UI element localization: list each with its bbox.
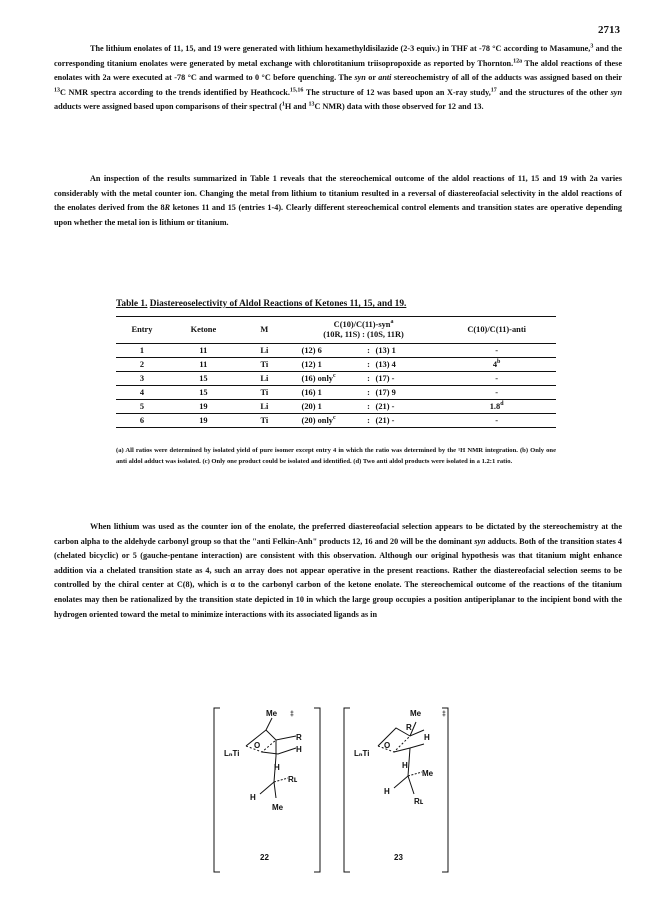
syn-10s: (17) - — [375, 374, 395, 383]
text-run: and the structures of the other — [496, 87, 611, 97]
text-run: adducts were assigned based upon comparisons of their spectral ( — [54, 102, 282, 112]
ts22-number: 22 — [260, 853, 269, 862]
ts22-bond-rl — [274, 778, 288, 782]
cell-anti: - — [437, 414, 556, 428]
ts23-bond-rl — [408, 776, 414, 794]
transition-state-figure — [210, 700, 460, 880]
cell-metal: Li — [239, 400, 290, 414]
page-number: 2713 — [598, 24, 620, 36]
ts23-dagger: ‡ — [442, 711, 446, 718]
cell-entry: 2 — [116, 358, 168, 372]
table-1 — [116, 316, 556, 428]
header-syn-note: a — [390, 319, 394, 326]
cell-syn-ratio — [290, 400, 437, 414]
italic-text: syn — [474, 536, 486, 546]
ts23-ring-bottom — [394, 744, 424, 752]
ts23-bond-down — [408, 748, 410, 776]
table-row — [116, 414, 556, 428]
cell-syn-ratio — [290, 358, 437, 372]
italic-text: syn — [610, 87, 622, 97]
syn-10s: (21) - — [375, 416, 395, 425]
cell-metal: Li — [239, 372, 290, 386]
ts22-h2: H — [274, 763, 280, 772]
syn-10s: (13) 4 — [375, 360, 396, 369]
ts22-me-top: Me — [266, 709, 278, 718]
syn-10s: (17) 9 — [375, 388, 396, 397]
table-title: Diastereoselectivity of Aldol Reactions of Ketones 11, 15, and 19. — [149, 299, 407, 309]
cell-anti: - — [437, 386, 556, 400]
superscript: 3 — [590, 43, 594, 50]
table-row — [116, 344, 556, 358]
cell-ketone: 19 — [168, 414, 239, 428]
cell-syn-ratio — [290, 344, 437, 358]
header-syn — [290, 317, 437, 344]
ts23-bond-me — [408, 772, 422, 776]
syn-10r: (12) 1 — [301, 360, 322, 369]
syn-10s: (13) 1 — [375, 346, 396, 355]
cell-ketone: 15 — [168, 372, 239, 386]
transition-state-drawing — [210, 700, 460, 880]
ts23-h2: H — [402, 761, 408, 770]
ts23-bond-h — [394, 776, 408, 788]
ts22-bond-me-top — [266, 718, 272, 730]
superscript: 13 — [308, 101, 315, 108]
cell-ketone: 19 — [168, 400, 239, 414]
superscript: 13 — [54, 87, 60, 94]
ts22-bond-me — [274, 782, 276, 798]
ts22-me-bottom: Me — [272, 803, 284, 812]
cell-entry: 6 — [116, 414, 168, 428]
syn-10r: (16) 1 — [301, 388, 322, 397]
cell-anti: 1.8$^d$ — [437, 400, 556, 414]
ts23-oxygen: O — [384, 741, 391, 750]
superscript: 12a — [513, 57, 523, 64]
cell-ketone: 11 — [168, 358, 239, 372]
text-run: and the corresponding titanium enolates were generated by metal exchange with chlorotitanium triisopropoxide as reported by Thornton. — [54, 44, 622, 68]
paragraph-1 — [54, 42, 622, 115]
cell-anti: 4$^b$ — [437, 358, 556, 372]
superscript: 15,16 — [289, 87, 304, 94]
syn-separator: : — [367, 402, 370, 411]
syn-separator: : — [367, 360, 370, 369]
table-row — [116, 400, 556, 414]
syn-footnote: c — [332, 415, 336, 422]
ts22-ring-bottom — [262, 748, 296, 754]
ts23-number: 23 — [394, 853, 403, 862]
paragraph-2 — [54, 172, 622, 230]
cell-ketone: 15 — [168, 386, 239, 400]
bracket-right-close — [442, 708, 448, 872]
text-run: stereochemistry of all of the adducts was assigned based on their — [391, 73, 622, 83]
table-body — [116, 344, 556, 428]
table-row — [116, 372, 556, 386]
bracket-right-open — [344, 708, 350, 872]
text-run: The structure of 12 was based upon an X-ray study, — [303, 87, 491, 97]
ts23-r: R — [406, 723, 412, 732]
table-row — [116, 358, 556, 372]
table-label: Table 1. — [116, 299, 148, 309]
ts22-ligand: LₙTi — [224, 749, 240, 758]
anti-footnote: b — [497, 359, 501, 366]
ts22-r: R — [296, 733, 302, 742]
syn-10s: (21) - — [375, 402, 395, 411]
text-run: or — [365, 73, 379, 83]
header-entry: Entry — [116, 317, 168, 344]
ts23-h1: H — [424, 733, 430, 742]
cell-metal: Ti — [239, 386, 290, 400]
header-anti: C(10)/C(11)-anti — [437, 317, 556, 344]
cell-anti: - — [437, 344, 556, 358]
syn-separator: : — [367, 346, 370, 355]
paragraph-3 — [54, 520, 622, 622]
text-run: When lithium was used as the counter ion of the enolate, the preferred diastereofacial selection appears to be dictated by the stereochemistry at the carbon alpha to the aldehyde carbonyl group so that the "anti Felkin-Anh" products 12, 16 and 20 will be the dominant — [54, 522, 622, 546]
cell-syn-ratio — [290, 414, 437, 428]
ts22-oxygen: O — [254, 741, 261, 750]
table-caption — [116, 299, 556, 309]
header-syn-line1: C(10)/C(11)-syn — [333, 320, 391, 329]
cell-syn-ratio — [290, 372, 437, 386]
ts23-me-side: Me — [422, 769, 434, 778]
syn-separator: : — [367, 416, 370, 425]
syn-separator: : — [367, 374, 370, 383]
anti-footnote: d — [500, 401, 504, 408]
ts23-me-top: Me — [410, 709, 422, 718]
ts23-h3: H — [384, 787, 390, 796]
ts23-rl: Rʟ — [414, 797, 424, 806]
syn-10r: (12) 6 — [301, 346, 322, 355]
syn-10r: (20) 1 — [301, 402, 322, 411]
cell-entry: 5 — [116, 400, 168, 414]
syn-10r: (16) only$^c$ — [301, 373, 336, 383]
ts22-bond-h — [260, 782, 274, 794]
cell-ketone: 11 — [168, 344, 239, 358]
superscript: 1 — [281, 101, 285, 108]
text-run: C NMR spectra according to the trends identified by Heathcock. — [60, 87, 290, 97]
text-run: The aldol reactions of these enolates with 2a were executed at -78 °C and warmed to 0 °C before quenching. The — [54, 58, 622, 83]
header-metal: M — [239, 317, 290, 344]
text-run: The lithium enolates of 11, 15, and 19 were generated with lithium hexamethyldisilazide (2-3 equiv.) in THF at -78 °C according to Masamune, — [90, 44, 591, 53]
ts22-rl: Rʟ — [288, 775, 298, 784]
table-header-row — [116, 317, 556, 344]
superscript: 17 — [490, 87, 497, 94]
text-run: An inspection of the results summarized in Table 1 reveals that the stereochemical outcome of the aldol reactions of 11, 15 and 19 with 2a varies considerably with the metal counter ion. Changing the metal from lithium to titanium resulted in a reversal of diastereofacial selectivity in the aldol reactions of the enolates derived from the 8 — [54, 174, 622, 213]
cell-entry: 1 — [116, 344, 168, 358]
syn-footnote: c — [332, 373, 336, 380]
bracket-left-close — [314, 708, 320, 872]
header-syn-line2: (10R, 11S) : (10S, 11R) — [323, 330, 404, 339]
table-footnotes: (a) All ratios were determined by isolated yield of pure isomer except entry 4 in which the ratio was determined by the ¹H NMR integration. (b) Only one anti aldol adduct was isolated. (c) Only one product could be isolated and identified. (d) Two anti aldol products were isolated in a 1.2:1 ratio. — [116, 447, 556, 465]
italic-text: R — [164, 203, 171, 213]
italic-text: anti — [378, 73, 392, 83]
ts22-h1: H — [296, 745, 302, 754]
cell-syn-ratio — [290, 386, 437, 400]
text-run: adducts. Both of the transition states 4 (chelated bicyclic) or 5 (gauche-pentane interaction) are consistent with this observation. Although our original hypothesis was that titanium might enhance addition via a chelated transition state as 4, such an array does not appear operative in the present reactions. Rather the diastereofacial selection seems to be controlled by the chiral center at C(8), which is α to the carbonyl carbon of the ketone enolate. The stereochemical outcome of the reactions of the titanium enolates may then be rationalized by the transition state depicted in 10 in which the large group occupies a position antiperiplanar to the incipient bond with the hydrogen oriented toward the metal to minimize interactions with its associated ligands as in — [54, 536, 622, 619]
cell-anti: - — [437, 372, 556, 386]
syn-separator: : — [367, 388, 370, 397]
cell-metal: Ti — [239, 414, 290, 428]
text-run: C NMR) data with those observed for 12 and 13. — [314, 102, 484, 112]
cell-metal: Ti — [239, 358, 290, 372]
ts22-h3: H — [250, 793, 256, 802]
cell-metal: Li — [239, 344, 290, 358]
bracket-left-open — [214, 708, 220, 872]
italic-text: syn — [354, 73, 366, 83]
text-run: H and — [284, 102, 309, 112]
cell-entry: 4 — [116, 386, 168, 400]
ts23-ligand: LₙTi — [354, 749, 370, 758]
cell-entry: 3 — [116, 372, 168, 386]
syn-10r: (20) only$^c$ — [301, 415, 336, 425]
table-row — [116, 386, 556, 400]
header-ketone: Ketone — [168, 317, 239, 344]
ts22-dagger: ‡ — [290, 711, 294, 718]
text-run: ketones 11 and 15 (entries 1-4). Clearly different stereochemical control elements and transition states are operative depending upon whether the metal ion is lithium or titanium. — [54, 203, 623, 227]
